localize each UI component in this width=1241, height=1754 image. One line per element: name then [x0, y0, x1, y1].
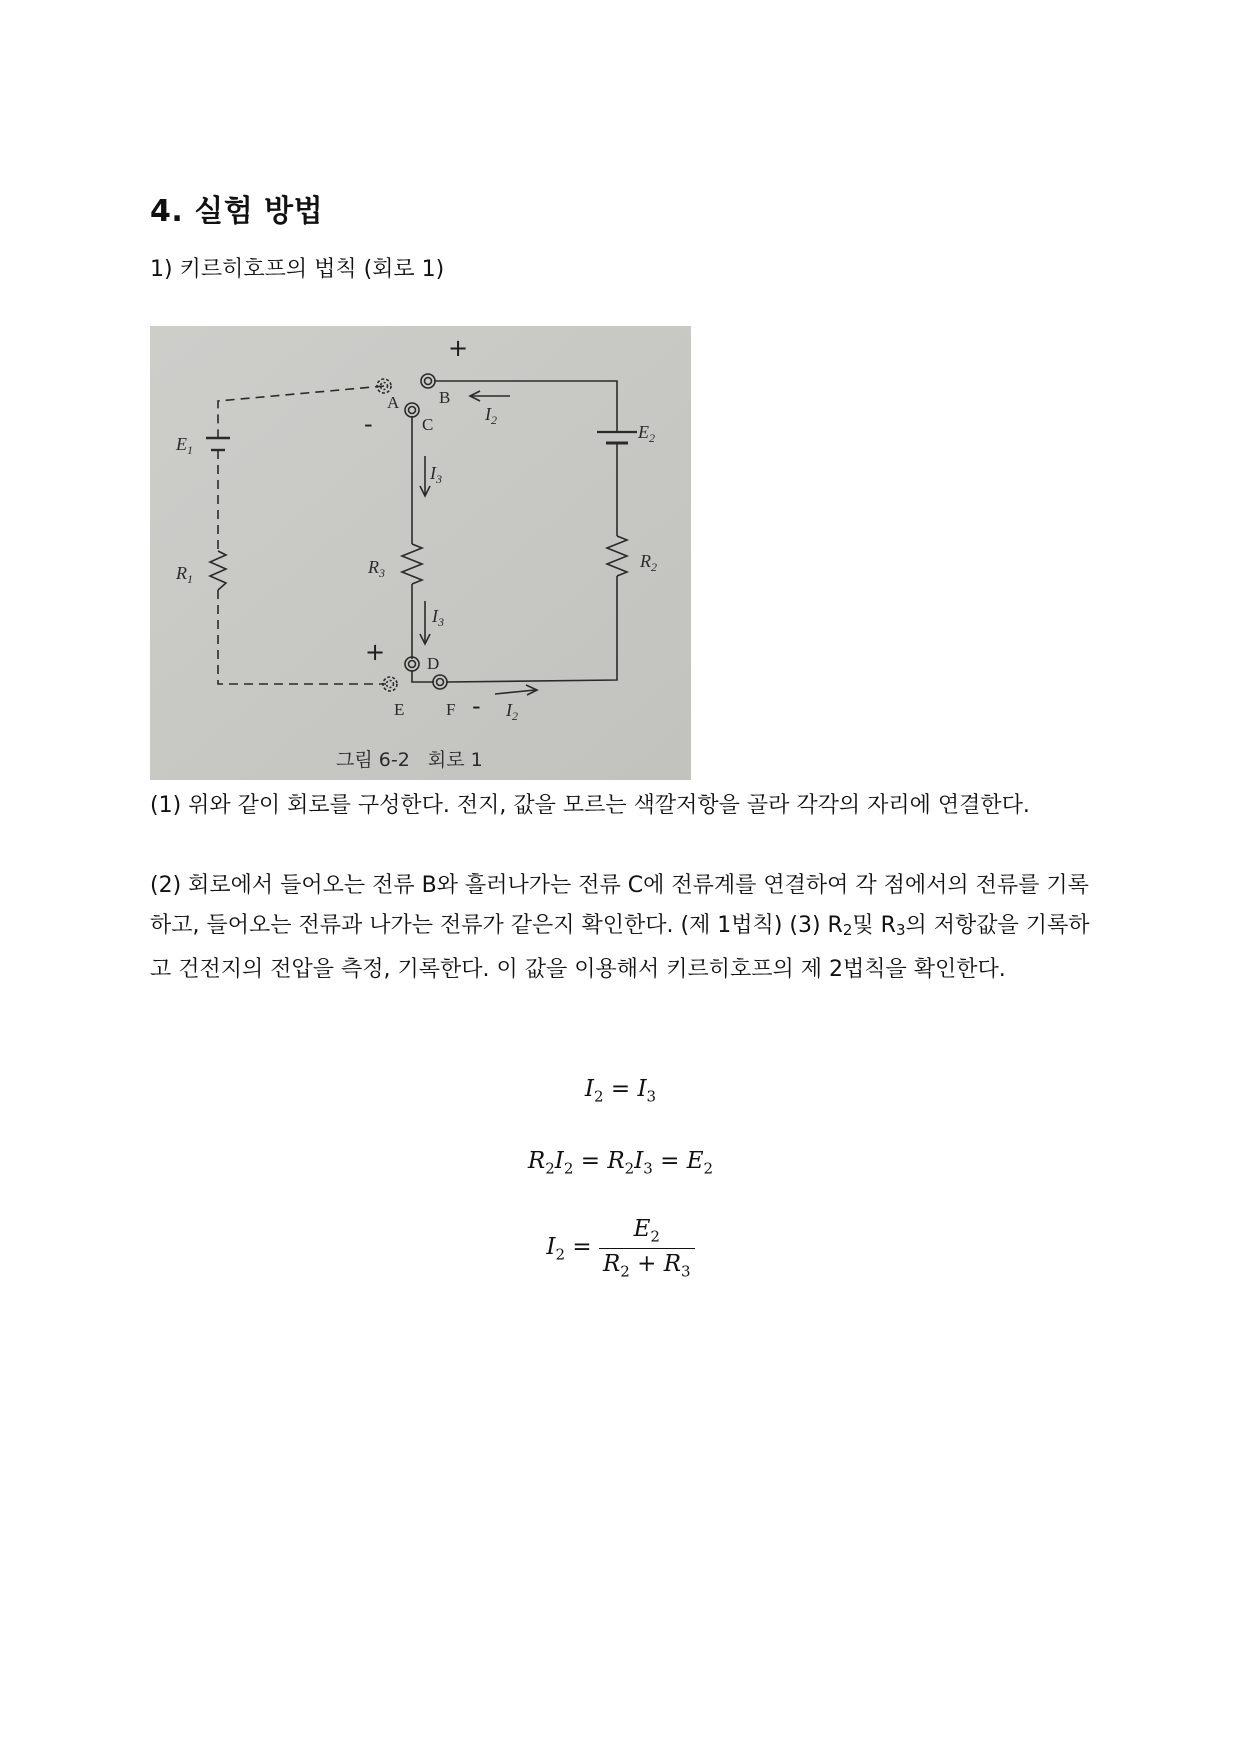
- label-i2-bottom: $I_2$: [506, 700, 518, 723]
- step-2-3-paragraph: (2) 회로에서 들어오는 전류 B와 흘러나가는 전류 C에 전류계를 연결하여 각 점에서의 전류를 기록하고, 들어오는 전류과 나가는 전류가 같은지 확인한다. (제 1법칙) (3) $R_2$및 $R_3$의 저항값을 기록하고 건전지의 전압을 측정, 기록한다. 이 값을 이용해서 키르히호프의 제 2법칙을 확인한다.: [150, 873, 1090, 982]
- label-c: C: [422, 415, 434, 434]
- label-d: D: [427, 654, 440, 673]
- label-r3: $R_3$: [368, 557, 385, 580]
- figure-caption: 그림 6-2 회로 1: [336, 749, 483, 771]
- fraction-denominator: $R_2 + R_3$: [602, 1250, 691, 1281]
- label-e2: $E_2$: [638, 422, 655, 445]
- fraction-numerator: $E_2$: [599, 1216, 695, 1249]
- label-b: B: [439, 388, 451, 407]
- fraction: [599, 1216, 695, 1280]
- equation-current-equality: $I_2 = I_3$: [584, 1076, 657, 1106]
- label-a: A: [387, 393, 400, 412]
- circuit-diagram: [150, 326, 691, 780]
- step-1-paragraph: (1) 위와 같이 회로를 구성한다. 전지, 값을 모르는 색깔저항을 골라 각각의 자리에 연결한다.: [150, 793, 1030, 818]
- equation-voltage-loop: $R_2I_2 = R_2I_3 = E_2$: [527, 1148, 714, 1178]
- label-f: F: [446, 700, 456, 719]
- circuit-figure: [150, 326, 691, 780]
- label-i3-upper: $I_3$: [430, 463, 442, 486]
- section-heading: 4. 실험 방법: [150, 194, 324, 229]
- handwritten-plus-top: +: [448, 334, 469, 362]
- label-r2: $R_2$: [640, 551, 657, 574]
- label-e: E: [394, 700, 405, 719]
- handwritten-minus-c: -: [364, 410, 373, 438]
- label-i3-lower: $I_3$: [432, 606, 444, 629]
- label-r1: $R_1$: [176, 563, 193, 586]
- handwritten-plus-d: +: [365, 638, 386, 666]
- equation-current-formula: $I_2$ = $\frac{E_2}{R_2 + R_3}$: [0, 1216, 1241, 1280]
- label-e1: $E_1$: [176, 434, 193, 457]
- label-i2-top: $I_2$: [485, 404, 497, 427]
- handwritten-minus-f: -: [472, 692, 481, 720]
- subsection-heading: 1) 키르히호프의 법칙 (회로 1): [150, 257, 445, 282]
